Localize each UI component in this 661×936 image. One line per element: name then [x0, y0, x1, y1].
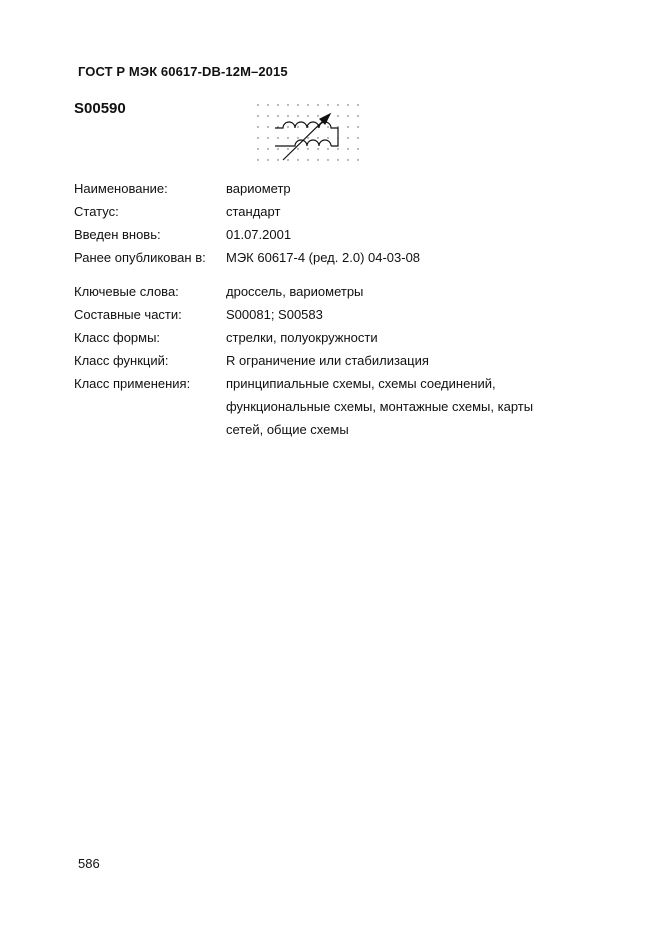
- grid-dot: [317, 104, 318, 105]
- grid-dot: [287, 137, 288, 138]
- field-label: Класс функций:: [74, 353, 169, 368]
- grid-dot: [317, 115, 318, 116]
- page-number: 586: [78, 856, 100, 871]
- grid-dot: [267, 115, 268, 116]
- grid-dot: [317, 148, 318, 149]
- field-value: R ограничение или стабилизация: [226, 353, 429, 368]
- variometer-symbol-figure: [250, 97, 370, 171]
- grid-dot: [287, 115, 288, 116]
- field-value: дроссель, вариометры: [226, 284, 364, 299]
- grid-dots: [257, 104, 358, 160]
- grid-dot: [317, 159, 318, 160]
- field-value: стандарт: [226, 204, 281, 219]
- grid-dot: [267, 148, 268, 149]
- grid-dot: [307, 137, 308, 138]
- grid-dot: [327, 104, 328, 105]
- application-class: [74, 372, 556, 441]
- grid-dot: [287, 126, 288, 127]
- field-label: Статус:: [74, 204, 119, 219]
- grid-dot: [297, 148, 298, 149]
- grid-dot: [347, 137, 348, 138]
- grid-dot: [287, 159, 288, 160]
- application-line: принципиальные схемы, схемы соединений,: [226, 376, 496, 391]
- grid-dot: [277, 104, 278, 105]
- grid-dot: [267, 126, 268, 127]
- grid-dot: [257, 159, 258, 160]
- grid-dot: [307, 115, 308, 116]
- field-label: Наименование:: [74, 181, 168, 196]
- grid-dot: [277, 115, 278, 116]
- grid-dot: [347, 115, 348, 116]
- grid-dot: [347, 159, 348, 160]
- grid-dot: [257, 148, 258, 149]
- grid-dot: [347, 148, 348, 149]
- grid-dot: [297, 104, 298, 105]
- field-value: МЭК 60617-4 (ред. 2.0) 04-03-08: [226, 250, 421, 265]
- variable-arrow: [283, 114, 330, 160]
- field-label: Ключевые слова:: [74, 284, 179, 299]
- grid-dot: [277, 159, 278, 160]
- grid-dot: [357, 104, 358, 105]
- field-label: Составные части:: [74, 307, 182, 322]
- field-label: Ранее опубликован в:: [74, 250, 206, 265]
- grid-dot: [327, 137, 328, 138]
- grid-dot: [327, 148, 328, 149]
- document-header: ГОСТ Р МЭК 60617-DB-12M–2015: [78, 64, 288, 79]
- grid-dot: [357, 115, 358, 116]
- application-line: сетей, общие схемы: [226, 422, 349, 437]
- grid-dot: [277, 148, 278, 149]
- grid-dot: [357, 159, 358, 160]
- grid-dot: [337, 115, 338, 116]
- field-value: 01.07.2001: [226, 227, 292, 242]
- grid-dot: [277, 137, 278, 138]
- grid-dot: [267, 104, 268, 105]
- grid-dot: [257, 137, 258, 138]
- grid-dot: [297, 115, 298, 116]
- grid-dot: [267, 159, 268, 160]
- field-label: Введен вновь:: [74, 227, 161, 242]
- grid-dot: [357, 137, 358, 138]
- grid-dot: [287, 104, 288, 105]
- grid-dot: [357, 126, 358, 127]
- field-label: Класс применения:: [74, 376, 191, 391]
- grid-dot: [337, 148, 338, 149]
- grid-dot: [317, 137, 318, 138]
- grid-dot: [307, 159, 308, 160]
- field-value: [226, 372, 556, 441]
- grid-dot: [327, 159, 328, 160]
- grid-dot: [307, 148, 308, 149]
- field-value: вариометр: [226, 181, 291, 196]
- grid-dot: [257, 104, 258, 105]
- field-label: Класс формы:: [74, 330, 161, 345]
- grid-dot: [347, 126, 348, 127]
- field-value: S00081; S00583: [226, 307, 323, 322]
- field-value: стрелки, полуокружности: [226, 330, 378, 345]
- grid-dot: [267, 137, 268, 138]
- grid-dot: [257, 126, 258, 127]
- grid-dot: [327, 126, 328, 127]
- grid-dot: [287, 148, 288, 149]
- grid-dot: [297, 159, 298, 160]
- grid-dot: [337, 104, 338, 105]
- symbol-id: S00590: [74, 100, 126, 117]
- grid-dot: [357, 148, 358, 149]
- grid-dot: [297, 137, 298, 138]
- grid-dot: [297, 126, 298, 127]
- grid-dot: [307, 104, 308, 105]
- application-line: функциональные схемы, монтажные схемы, карты: [226, 399, 534, 414]
- grid-dot: [347, 104, 348, 105]
- grid-dot: [337, 159, 338, 160]
- grid-dot: [257, 115, 258, 116]
